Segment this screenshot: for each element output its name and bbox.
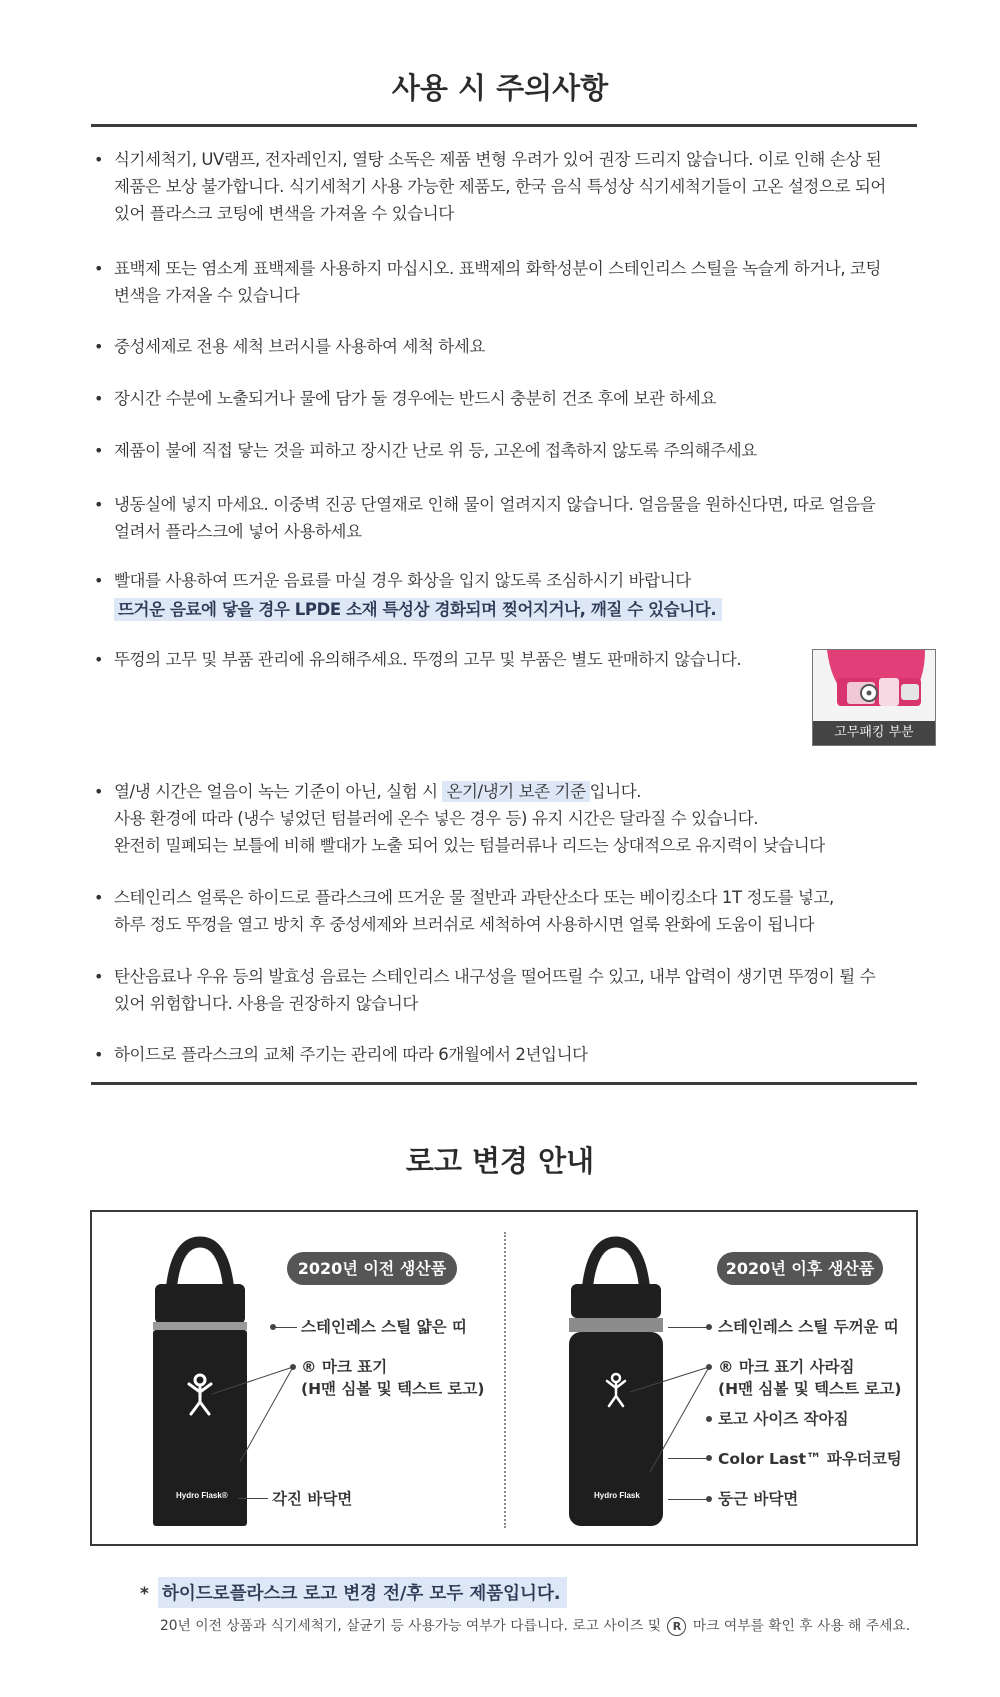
label-reg-mark: ® 마크 표기 [301, 1358, 388, 1376]
caution-item-temperature [114, 778, 914, 859]
item-line: 하루 정도 뚜껑을 열고 방치 후 중성세제와 브러쉬로 세척하여 사용하시면 얼룩 완화에 도움이 됩니다 [114, 915, 815, 934]
bullet: • [94, 782, 104, 801]
temp-line-2: 사용 환경에 따라 (냉수 넣었던 텀블러에 온수 넣은 경우 등) 유지 시간은 달라질 수 있습니다. [114, 809, 759, 828]
dotted-divider [504, 1232, 506, 1528]
callout-line [238, 1498, 268, 1499]
item-line: 제품은 보상 불가합니다. 식기세척기 사용 가능한 제품도, 한국 음식 특성상 식기세척기들이 고온 설정으로 되어 [114, 177, 886, 196]
item-line: 스테인리스 얼룩은 하이드로 플라스크에 뜨거운 물 절반과 과탄산소다 또는 베이킹소다 1T 정도를 넣고, [114, 888, 834, 907]
caution-item-lid-rubber: 뚜껑의 고무 및 부품 관리에 유의해주세요. 뚜껑의 고무 및 부품은 별도 판매하지 않습니다. [114, 650, 742, 669]
note-sub [160, 1614, 910, 1636]
bullet: • [94, 389, 104, 408]
item-line: 냉동실에 넣지 마세요. 이중벽 진공 단열재로 인해 물이 얼려지지 않습니다. 얼음물을 원하신다면, 따로 얼음을 [114, 495, 876, 514]
item-line: 식기세척기, UV램프, 전자레인지, 열탕 소독은 제품 변형 우려가 있어 권장 드리지 않습니다. 이로 인해 손상 된 [114, 150, 882, 169]
caution-item-dishwasher [114, 146, 914, 227]
label-thick-band: 스테인레스 스틸 두꺼운 띠 [718, 1318, 899, 1336]
caution-top-rule [91, 124, 917, 127]
caution-item-neutral-detergent: 중성세제로 전용 세척 브러시를 사용하여 세척 하세요 [114, 337, 485, 356]
item-line: 있어 플라스크 코팅에 변색을 가져올 수 있습니다 [114, 204, 454, 223]
logo-comparison-box [90, 1210, 918, 1546]
callout-dot [706, 1496, 712, 1502]
caution-item-moisture: 장시간 수분에 노출되거나 물에 담가 둘 경우에는 반드시 충분히 건조 후에 보관 하세요 [114, 389, 717, 408]
callout-line [273, 1327, 297, 1328]
registered-mark-icon: R [667, 1617, 686, 1636]
bullet: • [94, 650, 104, 669]
caution-item-stain [114, 884, 914, 938]
bullet: • [94, 495, 104, 514]
caution-bottom-rule [91, 1082, 917, 1085]
straw-warning-highlight: 뜨거운 음료에 닿을 경우 LPDE 소재 특성상 경화되며 찢어지거나, 깨질 수 있습니다. [114, 598, 722, 621]
note-asterisk: * [140, 1584, 149, 1604]
bottle-after-text: Hydro Flask [594, 1491, 640, 1500]
badge-after-2020: 2020년 이후 생산품 [717, 1252, 883, 1285]
gasket-caption: 고무패킹 부분 [813, 721, 935, 745]
label-angled-base: 각진 바닥면 [272, 1490, 353, 1508]
bottle-before-text: Hydro Flask® [176, 1491, 228, 1500]
label-round-base: 둥근 바닥면 [718, 1490, 799, 1508]
label-color-last: Color Last™ 파우더코팅 [718, 1450, 902, 1468]
note-sub-pre: 20년 이전 상품과 식기세척기, 살균기 등 사용가능 여부가 다릅니다. 로고 사이즈 및 [160, 1618, 662, 1634]
bullet: • [94, 1045, 104, 1064]
caution-item-straw [114, 567, 914, 623]
gasket-photo [812, 649, 936, 746]
item-line: 얼려서 플라스크에 넣어 사용하세요 [114, 522, 362, 541]
bullet: • [94, 150, 104, 169]
lid-gasket-illustration [813, 650, 935, 722]
caution-item-replacement: 하이드로 플라스크의 교체 주기는 관리에 따라 6개월에서 2년입니다 [114, 1045, 588, 1064]
item-line: 빨대를 사용하여 뜨거운 음료를 마실 경우 화상을 입지 않도록 조심하시기 바랍니다 [114, 571, 691, 590]
note-main-highlight: 하이드로플라스크 로고 변경 전/후 모두 제품입니다. [158, 1577, 567, 1608]
bullet: • [94, 571, 104, 590]
item-line: 있어 위험합니다. 사용을 권장하지 않습니다 [114, 994, 418, 1013]
note-sub-post: 마크 여부를 확인 후 사용 해 주세요. [692, 1618, 911, 1634]
temp-line-3: 완전히 밀폐되는 보틀에 비해 빨대가 노출 되어 있는 텀블러류나 리드는 상대적으로 유지력이 낮습니다 [114, 836, 825, 855]
caution-item-freezer [114, 491, 914, 545]
bullet: • [94, 967, 104, 986]
label-thin-band: 스테인레스 스틸 얇은 띠 [301, 1318, 467, 1336]
caution-item-bleach [114, 255, 914, 309]
caution-item-fire: 제품이 불에 직접 닿는 것을 피하고 장시간 난로 위 등, 고온에 접촉하지 않도록 주의해주세요 [114, 441, 757, 460]
bullet: • [94, 441, 104, 460]
item-line: 표백제 또는 염소계 표백제를 사용하지 마십시오. 표백제의 화학성분이 스테인리스 스틸을 녹슬게 하거나, 코팅 [114, 259, 882, 278]
callout-line [668, 1499, 708, 1500]
temp-line-1-post: 입니다. [589, 782, 642, 801]
temp-line-1 [114, 778, 914, 805]
badge-before-2020: 2020년 이전 생산품 [287, 1252, 457, 1285]
caution-title: 사용 시 주의사항 [391, 71, 609, 105]
label-logo-desc: (H맨 심볼 및 텍스트 로고) [301, 1380, 485, 1398]
item-line: 탄산음료나 우유 등의 발효성 음료는 스테인리스 내구성을 떨어뜨릴 수 있고, 내부 압력이 생기면 뚜껑이 튈 수 [114, 967, 876, 986]
callout-dot [706, 1324, 712, 1330]
caution-item-carbonated [114, 963, 914, 1017]
item-line: 변색을 가져올 수 있습니다 [114, 286, 300, 305]
callout-dot [706, 1416, 712, 1422]
callout-line [668, 1327, 708, 1328]
label-logo-smaller: 로고 사이즈 작아짐 [718, 1410, 849, 1428]
callout-lines-logo [210, 1364, 300, 1464]
bullet: • [94, 259, 104, 278]
temp-line-1-pre: 열/냉 시간은 얼음이 녹는 기준이 아닌, 실험 시 [114, 782, 443, 801]
bullet: • [94, 337, 104, 356]
callout-line [668, 1458, 708, 1459]
label-logo-desc-after: (H맨 심볼 및 텍스트 로고) [718, 1380, 902, 1398]
logo-title: 로고 변경 안내 [405, 1144, 595, 1178]
callout-dot [706, 1455, 712, 1461]
label-reg-mark-removed: ® 마크 표기 사라짐 [718, 1358, 855, 1376]
bullet: • [94, 888, 104, 907]
temp-standard-highlight: 온기/냉기 보존 기준 [442, 781, 589, 802]
